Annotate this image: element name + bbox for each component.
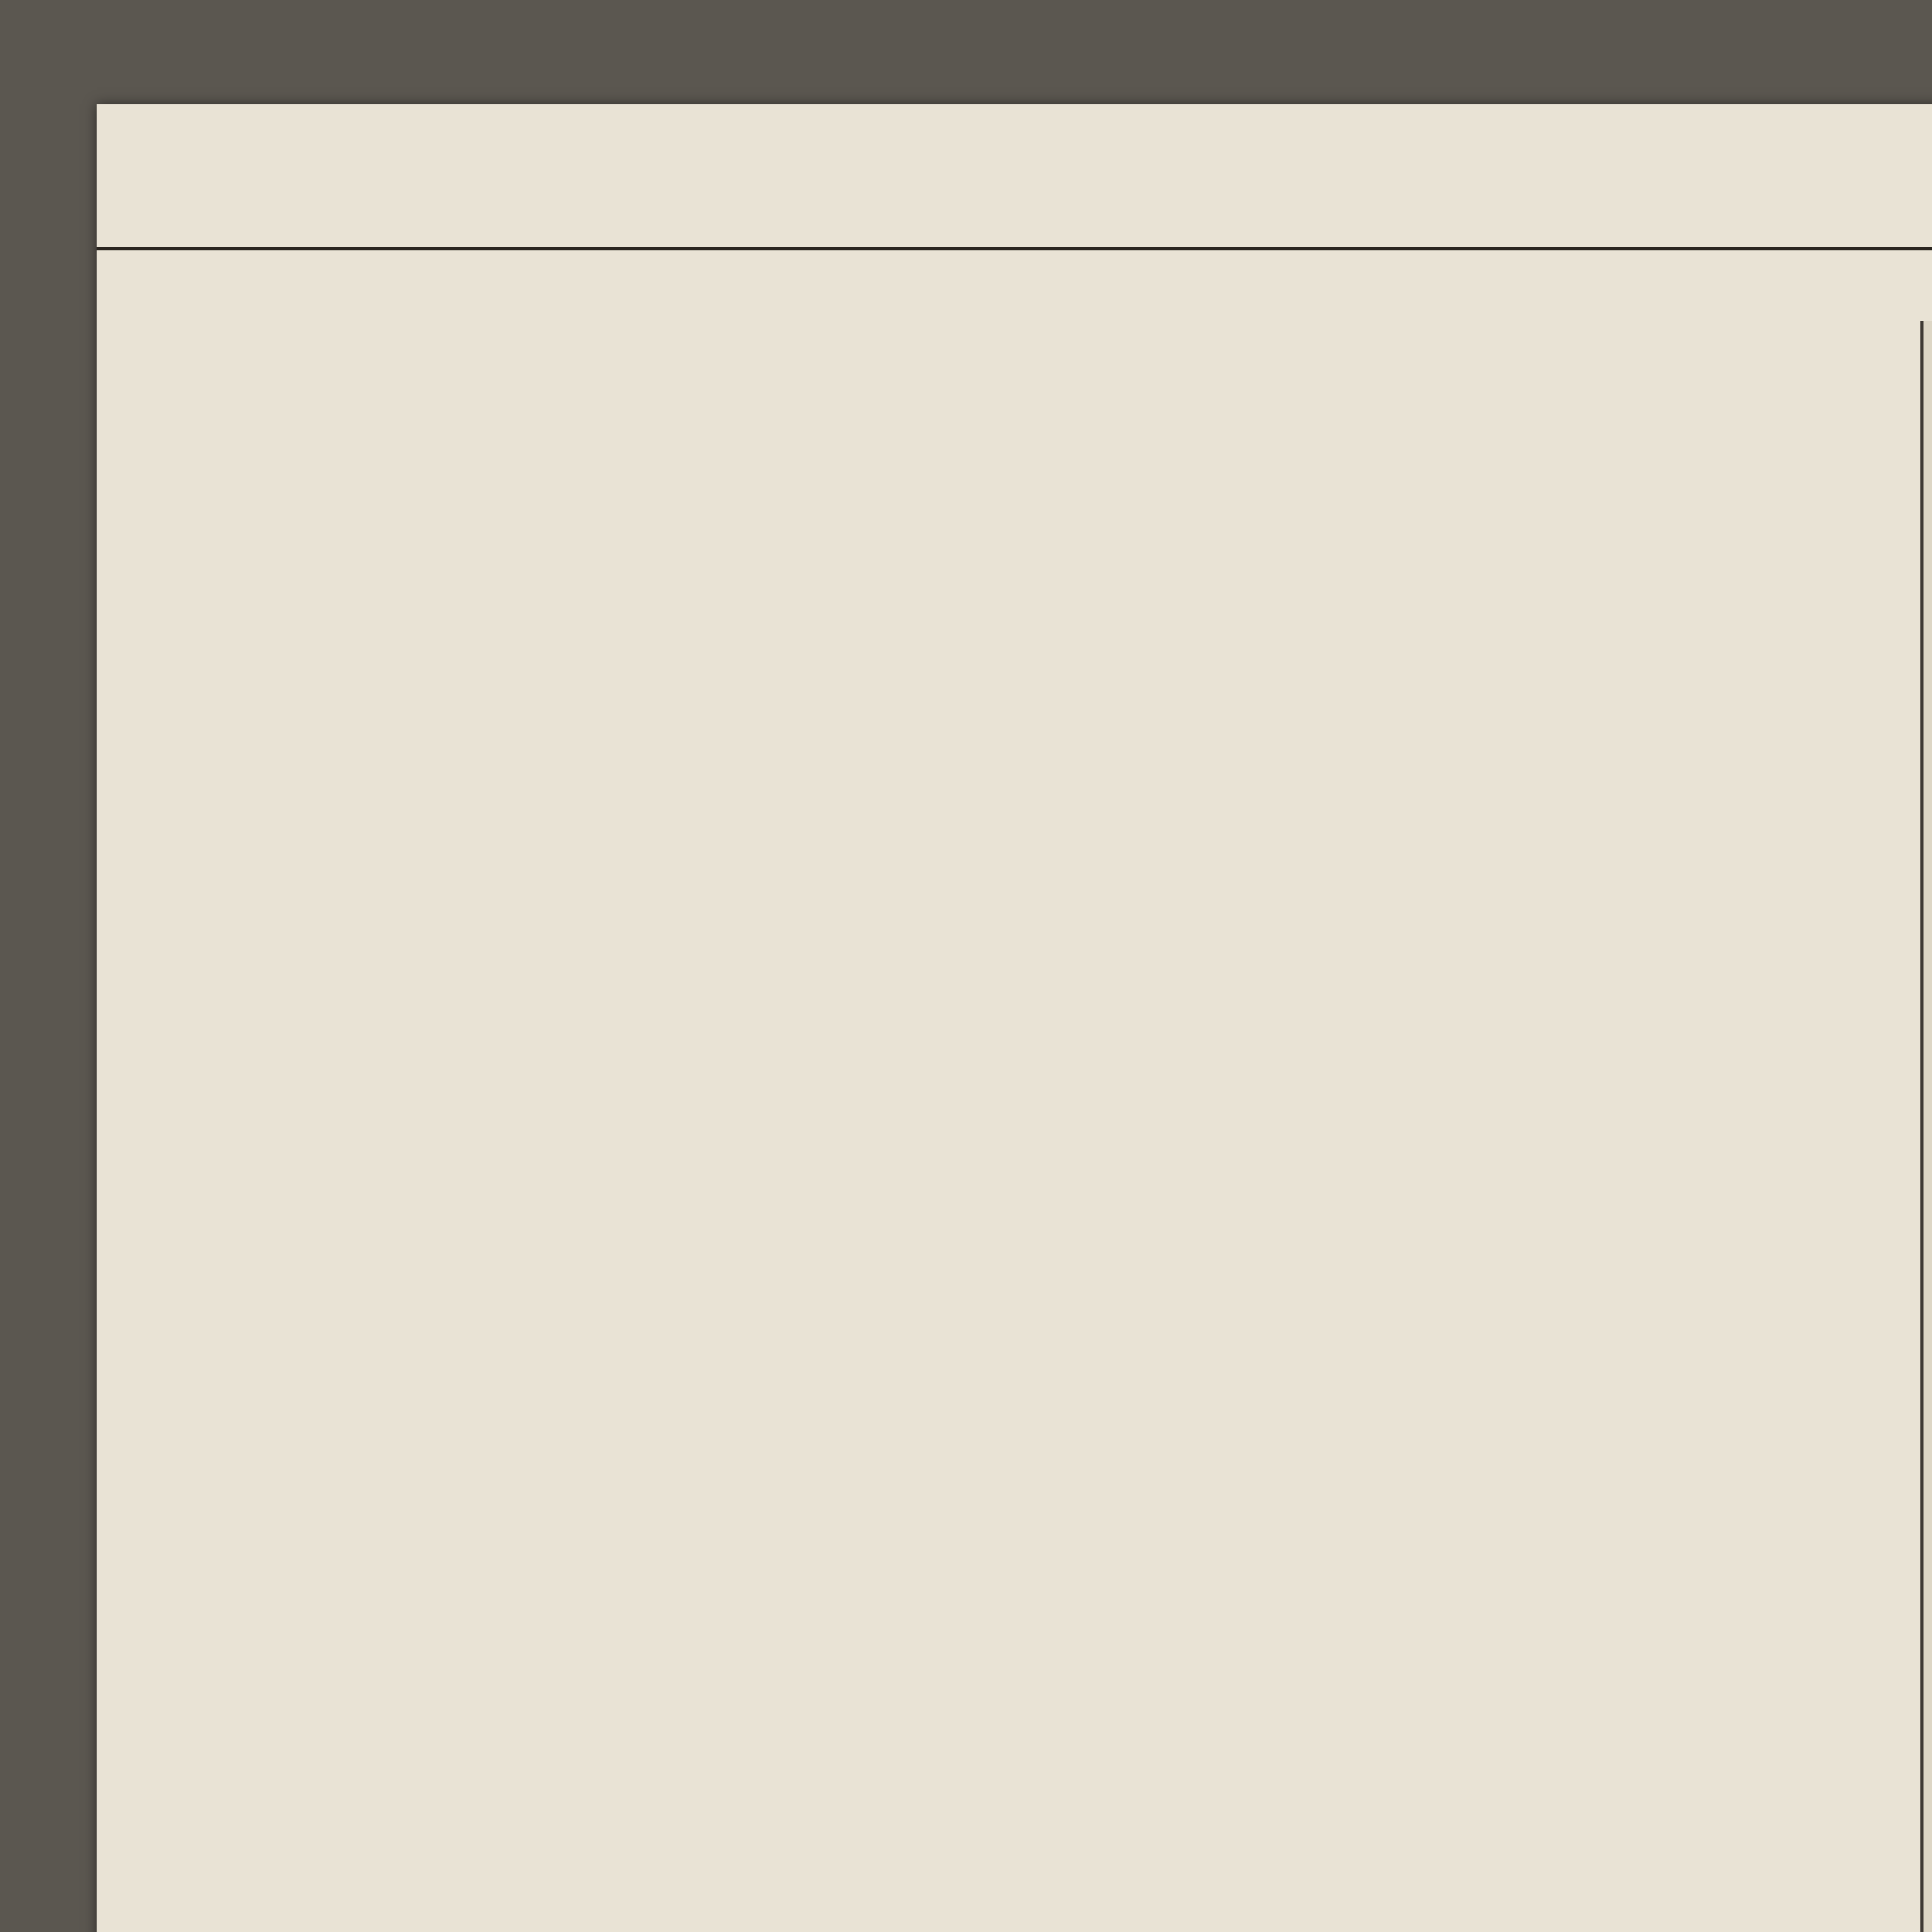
- adjacent-page: [1920, 321, 1932, 1932]
- date-chinese: [317, 205, 336, 230]
- masthead: [97, 104, 1932, 205]
- classified-grid: [97, 255, 1932, 1932]
- masthead-rule: [97, 247, 1932, 250]
- newspaper-page: [97, 104, 1932, 1932]
